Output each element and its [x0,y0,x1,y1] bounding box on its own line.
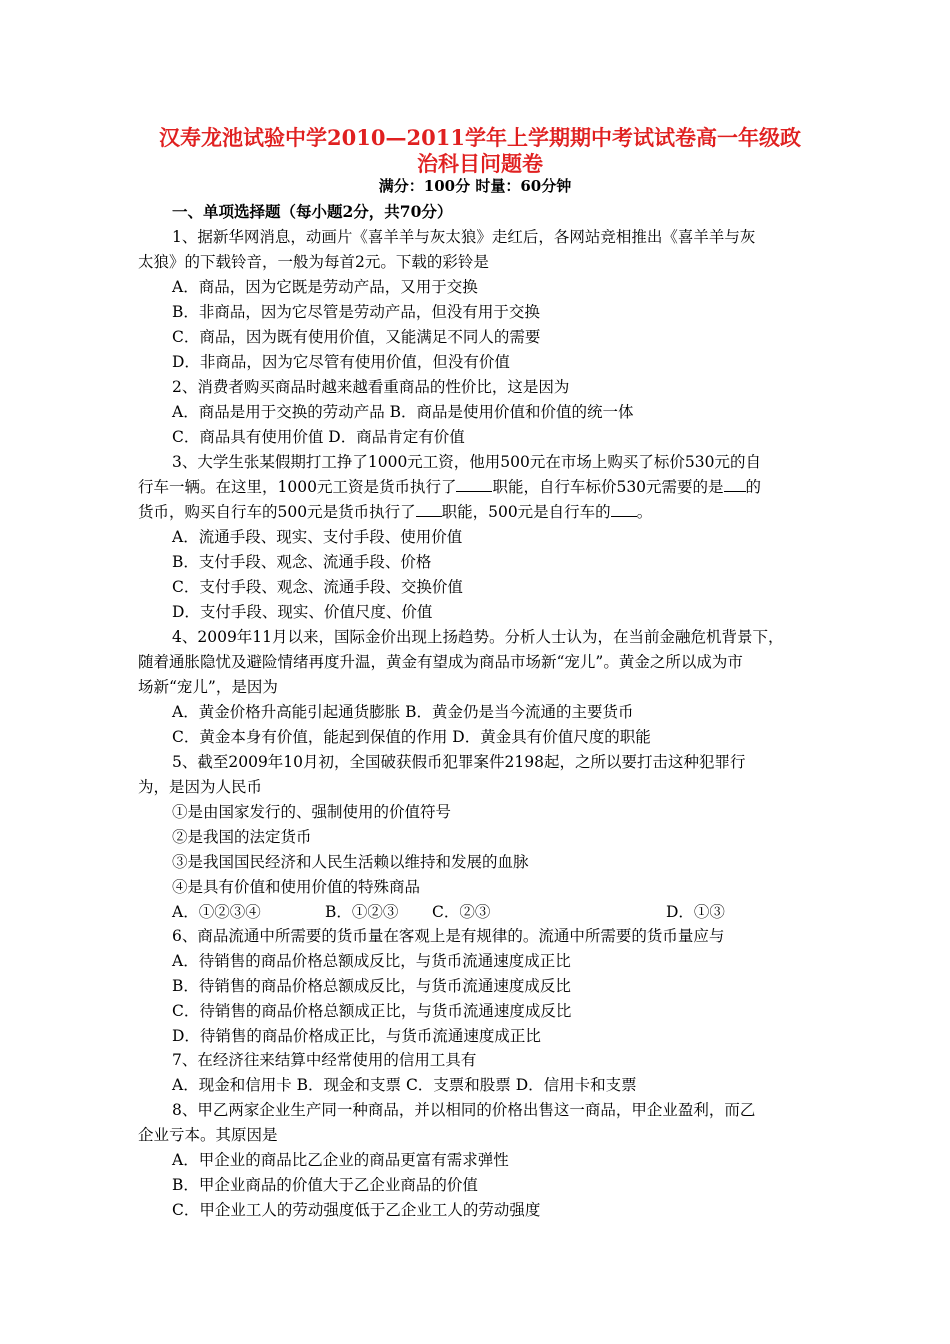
q3-option-b: B．支付手段、观念、流通手段、价格 [172,553,432,571]
question-5-line2: 为，是因为人民币 [138,778,263,796]
answer-blank [416,502,442,517]
q5-option-d: D．①③ [666,903,725,921]
question-2: 2、消费者购买商品时越来越看重商品的性价比，这是因为 [172,378,570,396]
q5-statement-2: ②是我国的法定货币 [172,828,312,846]
q3-text-c: 的 [745,478,762,496]
q3-text-e: 职能，500元是自行车的 [441,503,611,521]
answer-blank [724,477,746,492]
question-3-line1: 3、大学生张某假期打工挣了1000元工资，他用500元在市场上购买了标价530元的自 [172,453,761,471]
question-3-line3 [138,502,652,522]
q6-option-c: C．待销售的商品价格总额成正比，与货币流通速度成反比 [172,1002,572,1020]
section-heading: 一、单项选择题（每小题2分，共70分） [172,202,453,221]
q3-text-a: 行车一辆。在这里，1000元工资是货币执行了 [138,478,457,496]
q3-option-c: C．支付手段、观念、流通手段、交换价值 [172,578,463,596]
q3-option-d: D．支付手段、现实、价值尺度、价值 [172,603,433,621]
q2-options-cd: C．商品具有使用价值 D．商品肯定有价值 [172,428,465,446]
question-8-line2: 企业亏本。其原因是 [138,1126,278,1144]
q4-options-ab: A．黄金价格升高能引起通货膨胀 B．黄金仍是当今流通的主要货币 [172,703,634,721]
question-4-line1: 4、2009年11月以来，国际金价出现上扬趋势。分析人士认为，在当前金融危机背景下， [172,628,784,646]
q6-option-b: B．待销售的商品价格总额成反比，与货币流通速度成反比 [172,977,571,995]
q8-option-a: A．甲企业的商品比乙企业的商品更富有需求弹性 [172,1151,509,1169]
q1-option-a: A．商品，因为它既是劳动产品，又用于交换 [172,278,478,296]
q5-option-c: C．②③ [432,903,491,921]
exam-title-line1: 汉寿龙池试验中学2010—2011学年上学期期中考试试卷高一年级政 [159,125,801,150]
question-4-line3: 场新“宠儿”，是因为 [138,678,278,696]
q1-option-d: D．非商品，因为它尽管有使用价值，但没有价值 [172,353,510,371]
q6-option-d: D．待销售的商品价格成正比，与货币流通速度成正比 [172,1027,541,1045]
q2-options-ab: A．商品是用于交换的劳动产品 B．商品是使用价值和价值的统一体 [172,403,634,421]
score-info: 满分：100分 时量：60分钟 [378,177,572,195]
answer-blank [456,477,492,492]
question-8-line1: 8、甲乙两家企业生产同一种商品，并以相同的价格出售这一商品，甲企业盈利，而乙 [172,1101,756,1119]
q5-statement-3: ③是我国国民经济和人民生活赖以维持和发展的血脉 [172,853,529,871]
question-1-line1: 1、据新华网消息，动画片《喜羊羊与灰太狼》走红后，各网站竞相推出《喜羊羊与灰 [172,228,756,246]
q5-option-b: B．①②③ [325,903,399,921]
q6-option-a: A．待销售的商品价格总额成反比，与货币流通速度成正比 [172,952,571,970]
question-1-line2: 太狼》的下载铃音，一般为每首2元。下载的彩铃是 [138,253,489,271]
question-6: 6、商品流通中所需要的货币量在客观上是有规律的。流通中所需要的货币量应与 [172,927,725,945]
q3-option-a: A．流通手段、现实、支付手段、使用价值 [172,528,463,546]
question-7: 7、在经济往来结算中经常使用的信用工具有 [172,1051,477,1069]
question-4-line2: 随着通胀隐忧及避险情绪再度升温，黄金有望成为商品市场新“宠儿”。黄金之所以成为市 [138,653,743,671]
question-5-line1: 5、截至2009年10月初，全国破获假币犯罪案件2198起，之所以要打击这种犯罪行 [172,753,746,771]
q4-options-cd: C．黄金本身有价值，能起到保值的作用 D．黄金具有价值尺度的职能 [172,728,651,746]
q3-text-d: 货币，购买自行车的500元是货币执行了 [138,503,416,521]
q5-statement-1: ①是由国家发行的、强制使用的价值符号 [172,803,452,821]
q1-option-c: C．商品，因为既有使用价值，又能满足不同人的需要 [172,328,541,346]
answer-blank [611,502,637,517]
q3-text-f: 。 [636,503,653,521]
q7-options: A．现金和信用卡 B．现金和支票 C．支票和股票 D．信用卡和支票 [172,1076,637,1094]
question-3-line2 [138,477,761,497]
q3-text-b: 职能，自行车标价530元需要的是 [492,478,724,496]
q5-option-a: A．①②③④ [172,903,261,921]
q8-option-b: B．甲企业商品的价值大于乙企业商品的价值 [172,1176,478,1194]
q5-statement-4: ④是具有价值和使用价值的特殊商品 [172,878,421,896]
q8-option-c: C．甲企业工人的劳动强度低于乙企业工人的劳动强度 [172,1201,541,1219]
q1-option-b: B．非商品，因为它尽管是劳动产品，但没有用于交换 [172,303,540,321]
exam-title-line2: 治科目问题卷 [417,151,543,176]
